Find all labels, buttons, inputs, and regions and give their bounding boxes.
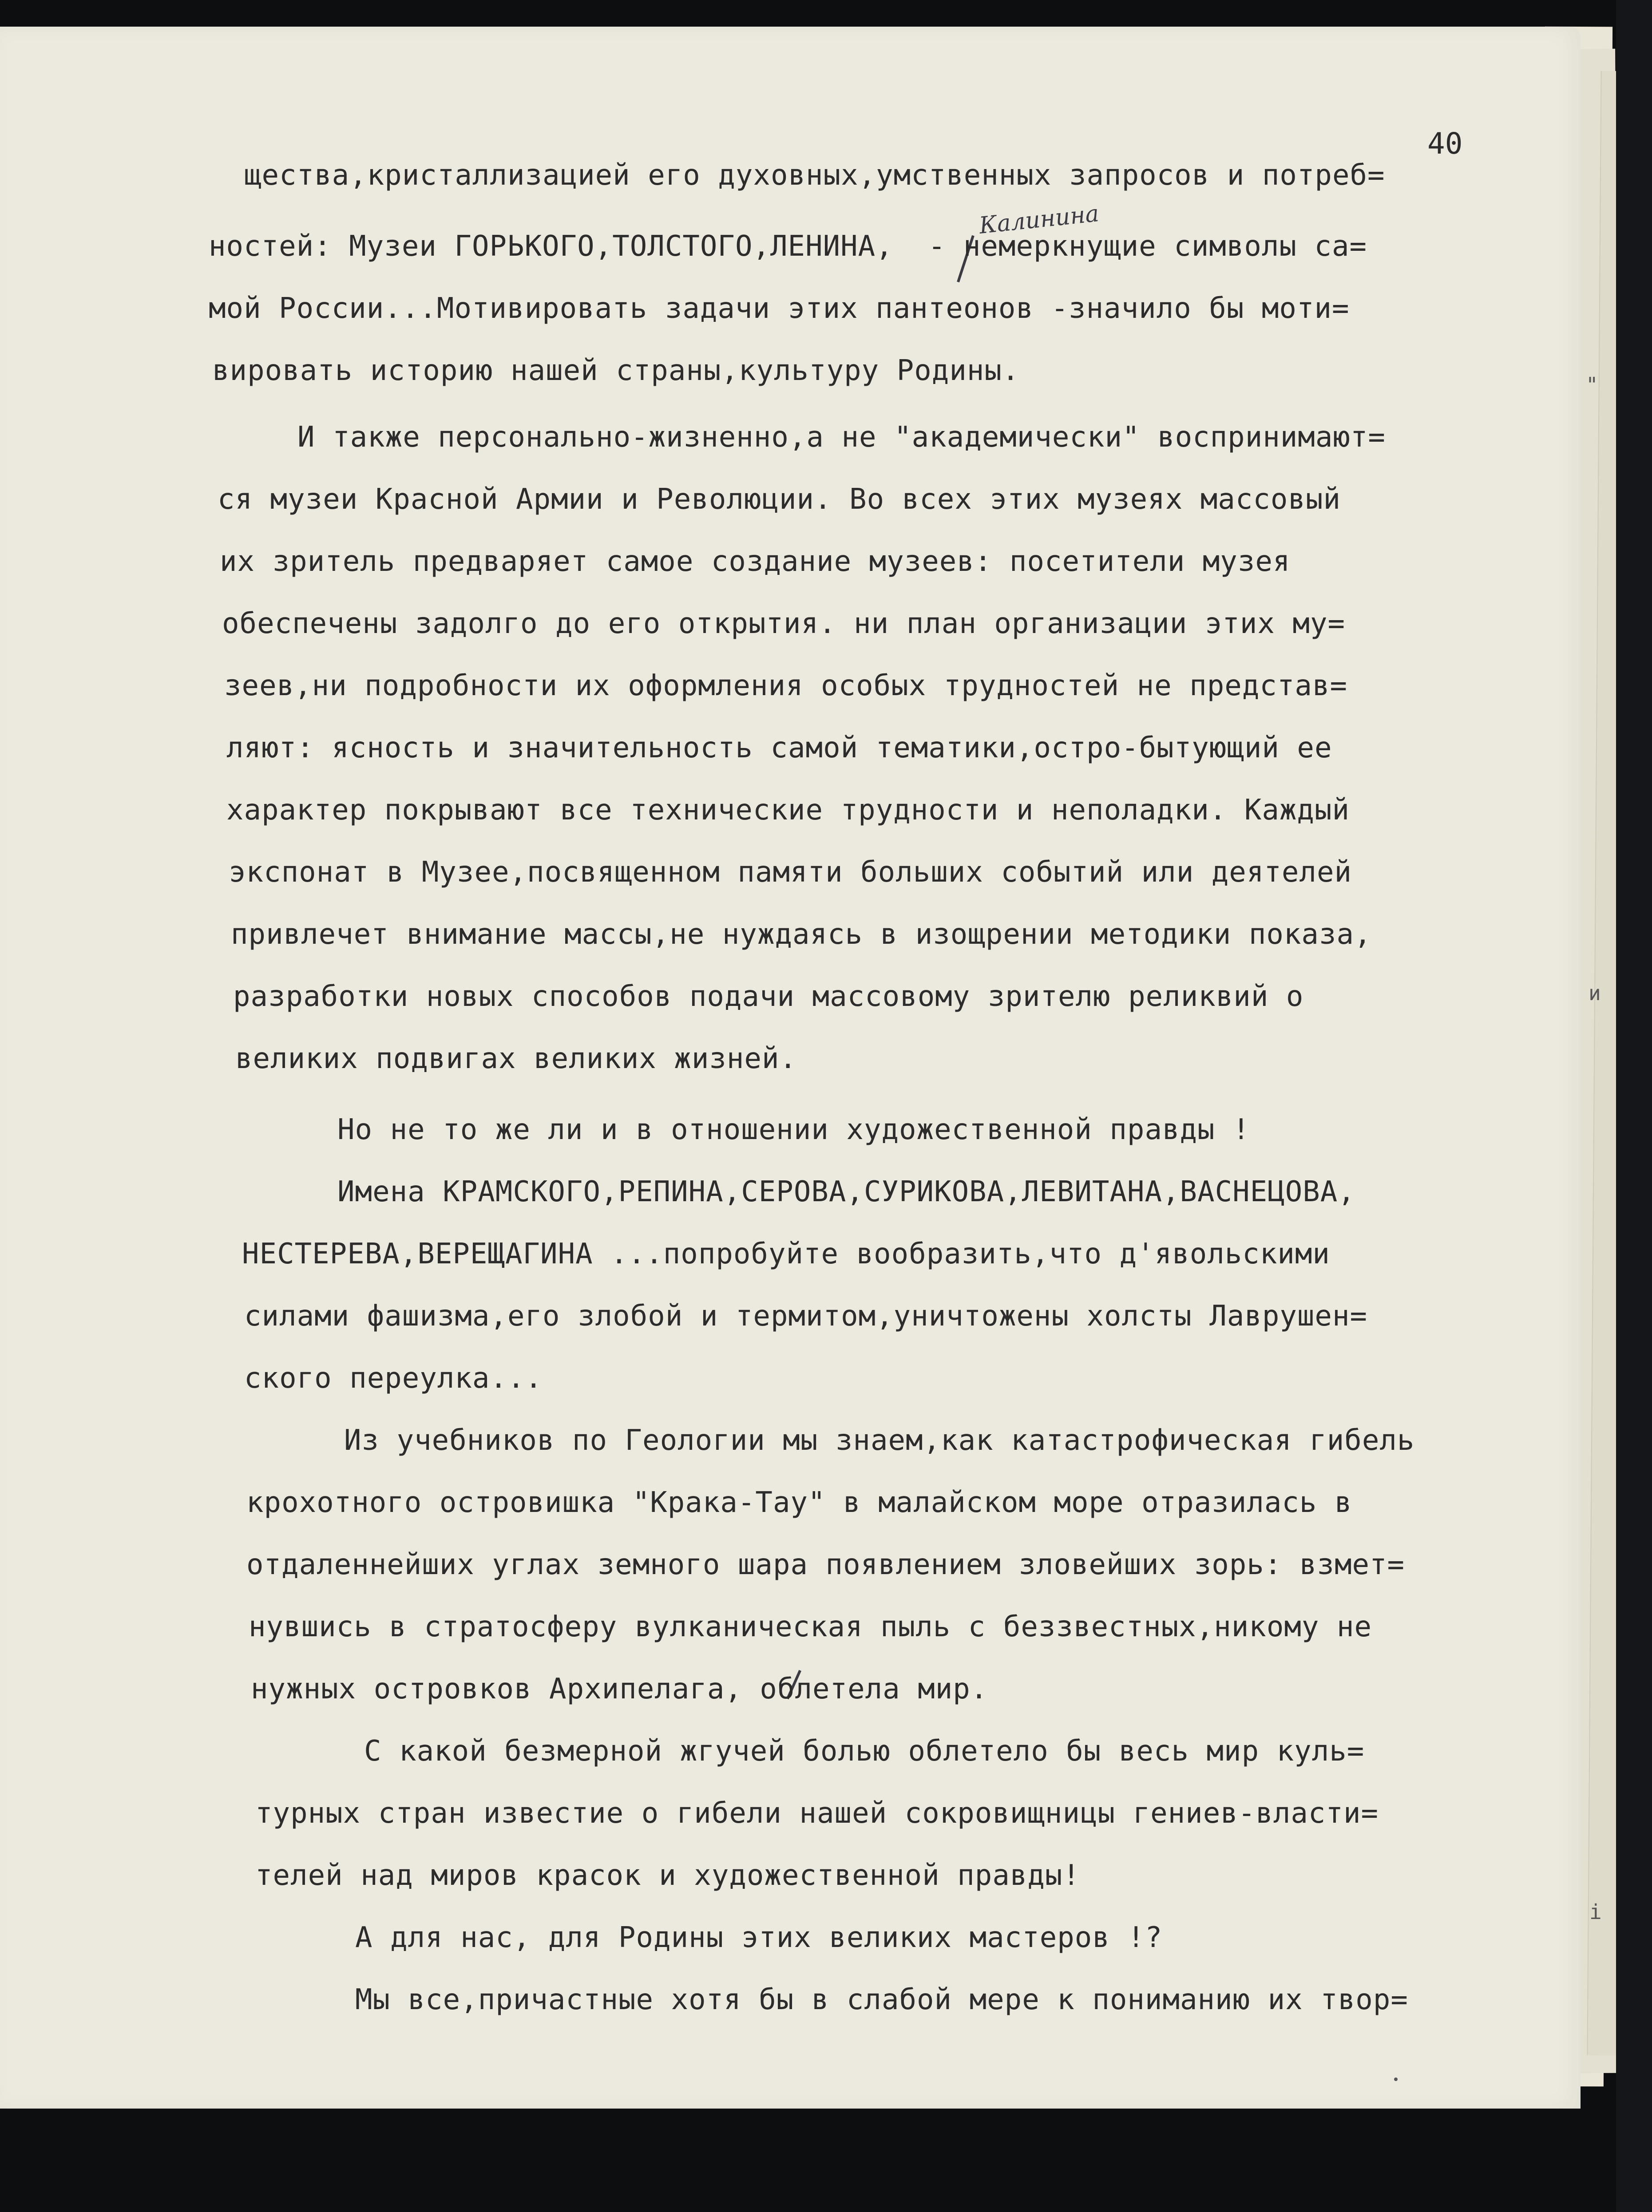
text-line: нувшись в стратосферу вулканическая пыль с беззвестных,никому не [249, 1611, 1372, 1643]
text-line: А для нас, для Родины этих великих мастеров !? [355, 1921, 1163, 1954]
text-line: Но не то же ли и в отношении художественной правды ! [337, 1113, 1250, 1146]
text-line: экспонат в Музее,посвященном памяти больших событий или деятелей [229, 856, 1352, 889]
text-line: характер покрывают все технические трудности и неполадки. Каждый [226, 794, 1350, 827]
text-line: мой России...Мотивировать задачи этих пантеонов -значило бы моти= [209, 292, 1350, 325]
text-line: И также персонально-жизненно,а не "академически" воспринимают= [297, 421, 1386, 454]
handwritten-insert: Калинина [978, 200, 1101, 239]
text-line: Мы все,причастные хотя бы в слабой мере к пониманию их твор= [355, 1983, 1408, 2016]
margin-mark: і [1589, 1900, 1602, 1924]
text-line: великих подвигах великих жизней. [235, 1042, 797, 1075]
text-line: их зритель предваряет самое создание музеев: посетители музея [220, 545, 1291, 578]
text-line: зеев,ни подробности их оформления особых трудностей не представ= [224, 669, 1347, 702]
text-line: турных стран известие о гибели нашей сокровищницы гениев-власти= [255, 1797, 1379, 1830]
text-line: ностей: Музеи ГОРЬКОГО,ТОЛСТОГО,ЛЕНИНА, - немеркнущие символы са= [209, 230, 1367, 263]
text-line: силами фашизма,его злобой и термитом,уничтожены холсты Лаврушен= [244, 1300, 1367, 1333]
text-line: разработки новых способов подачи массовому зрителю реликвий о [233, 980, 1304, 1013]
binding-shadow [1616, 0, 1652, 2212]
ink-dot [1394, 2077, 1398, 2081]
text-line: привлечет внимание массы,не нуждаясь в изощрении методики показа, [231, 918, 1372, 951]
page-number: 40 [1427, 127, 1463, 161]
text-line: щества,кристаллизацией его духовных,умственных запросов и потреб= [244, 159, 1385, 192]
text-line: крохотного островишка "Крака-Тау" в малайском море отразилась в [246, 1486, 1352, 1519]
text-line: обеспечены задолго до его открытия. ни план организации этих му= [222, 607, 1345, 640]
text-line: вировать историю нашей страны,культуру Родины. [212, 354, 1020, 387]
text-line: телей над миров красок и художественной правды! [255, 1859, 1080, 1892]
text-line: Из учебников по Геологии мы знаем,как катастрофическая гибель [344, 1424, 1415, 1457]
text-line: ского переулка... [244, 1362, 543, 1395]
margin-mark: и [1589, 981, 1601, 1005]
text-line: ляют: ясность и значительность самой тематики,остро-бытующий ее [226, 732, 1332, 764]
text-line: нужных островков Архипелага, облетела мир. [251, 1673, 988, 1705]
typewritten-page [0, 27, 1581, 2109]
text-line: Имена КРАМСКОГО,РЕПИНА,СЕРОВА,СУРИКОВА,ЛЕВИТАНА,ВАСНЕЦОВА, [337, 1175, 1355, 1208]
text-line: ся музеи Красной Армии и Революции. Во всех этих музеях массовый [218, 483, 1341, 516]
margin-mark: " [1586, 373, 1598, 397]
text-line: НЕСТЕРЕВА,ВЕРЕЩАГИНА ...попробуйте вообразить,что д'явольскими [242, 1238, 1330, 1270]
text-line: С какой безмерной жгучей болью облетело бы весь мир куль= [364, 1735, 1365, 1768]
text-line: отдаленнейших углах земного шара появлением зловейших зорь: взмет= [246, 1548, 1405, 1581]
